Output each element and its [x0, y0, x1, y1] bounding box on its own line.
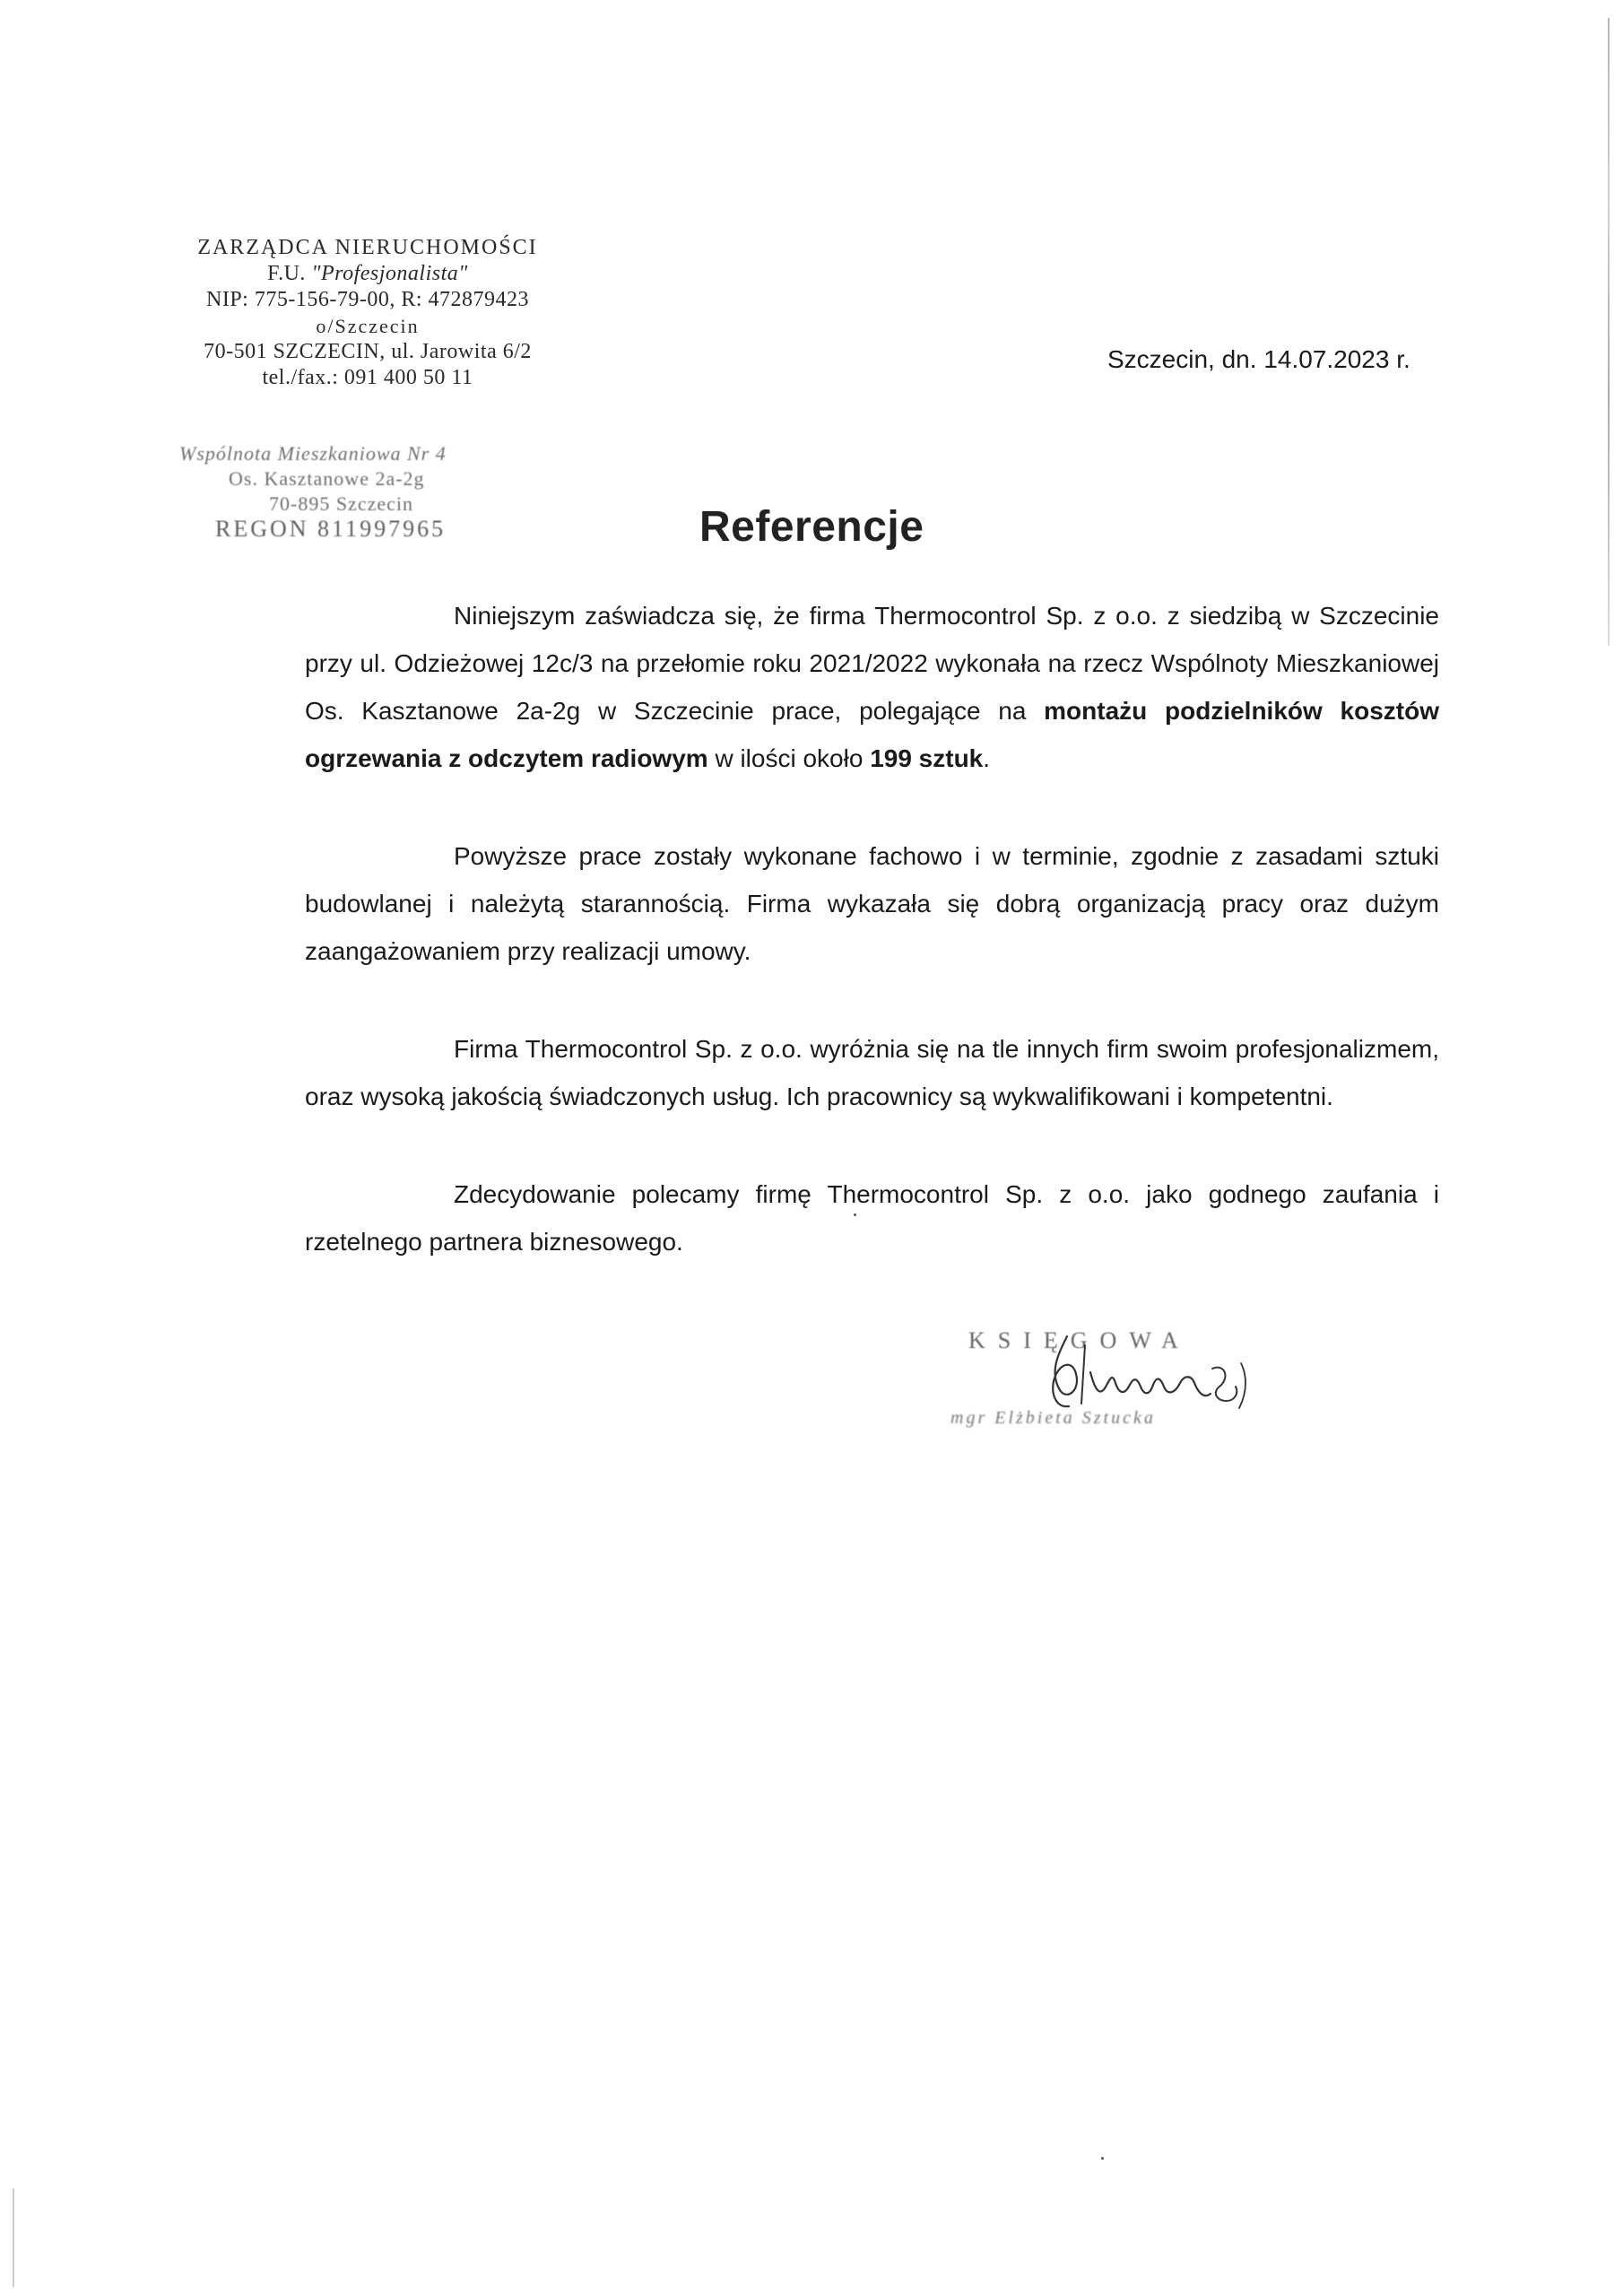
- letterhead-tax-id: NIP: 775-156-79-00, R: 472879423: [206, 288, 529, 311]
- letterhead-name: "Profesjonalista": [311, 262, 468, 285]
- company-letterhead-stamp: [175, 235, 560, 391]
- letterhead-company-name: [175, 261, 560, 287]
- letter-body: [305, 592, 1439, 1316]
- paragraph-1-text-cont: w ilości około: [707, 744, 871, 772]
- letter-date: Szczecin, dn. 14.07.2023 r.: [1107, 345, 1410, 373]
- community-stamp-name: Wspólnota Mieszkaniowa Nr 4: [179, 442, 447, 465]
- paragraph-4: Zdecydowanie polecamy firmę Thermocontrol Sp. z o.o. jako godnego zaufania i rzetelnego partnera biznesowego.: [305, 1180, 1439, 1256]
- signature-stamp-name: mgr Elżbieta Sztucka: [950, 1408, 1156, 1428]
- community-stamp-address: Os. Kasztanowe 2a-2g: [229, 467, 425, 490]
- letterhead-prefix: F.U.: [267, 262, 312, 285]
- letterhead-company-type: ZARZĄDCA NIERUCHOMOŚCI: [197, 236, 538, 259]
- letterhead-branch: o/Szczecin: [316, 315, 420, 337]
- signature-block: [950, 1318, 1273, 1462]
- letterhead-address: 70-501 SZCZECIN, ul. Jarowita 6/2: [204, 340, 532, 363]
- scan-edge-left: [13, 2188, 14, 2287]
- paragraph-1-end: .: [983, 744, 991, 772]
- paragraph-2: Powyższe prace zostały wykonane fachowo i w terminie, zgodnie z zasadami sztuki budowlanej i należytą starannością. Firma wykazała się dobrą organizacją pracy oraz dużym zaangażowaniem przy realizacji umowy.: [305, 842, 1439, 965]
- letterhead-phone: tel./fax.: 091 400 50 11: [262, 366, 473, 389]
- paragraph-1-quantity: 199 sztuk: [870, 744, 984, 772]
- scan-edge-right: [1608, 18, 1610, 646]
- paragraph-1-highlight: montażu podzielników kosztów ogrzewania z odczytem radiowym: [305, 697, 1439, 772]
- paragraph-1-text: Niniejszym zaświadcza się, że firma Thermocontrol Sp. z o.o. z siedzibą w Szczecinie przy ul. Odzieżowej 12c/3 na przełomie roku 2021/2022 wykonała na rzecz Wspólnoty Mieszkaniowej Os. Kasztanowe 2a-2g w Szczecinie prace, polegające na: [305, 602, 1439, 725]
- community-stamp-city: 70-895 Szczecin: [269, 492, 413, 515]
- community-stamp-regon: REGON 811997965: [215, 516, 447, 542]
- scan-speck: [1101, 2157, 1104, 2160]
- paragraph-1: [305, 592, 1439, 782]
- community-stamp: [179, 441, 538, 542]
- paragraph-3: Firma Thermocontrol Sp. z o.o. wyróżnia się na tle innych firm swoim profesjonalizmem, oraz wysoką jakością świadczonych usług. Ich pracownicy są wykwalifikowani i kompetentni.: [305, 1035, 1439, 1110]
- letter-title: Referencje: [699, 503, 924, 551]
- signature-stamp-title: KSIĘGOWA: [968, 1327, 1191, 1353]
